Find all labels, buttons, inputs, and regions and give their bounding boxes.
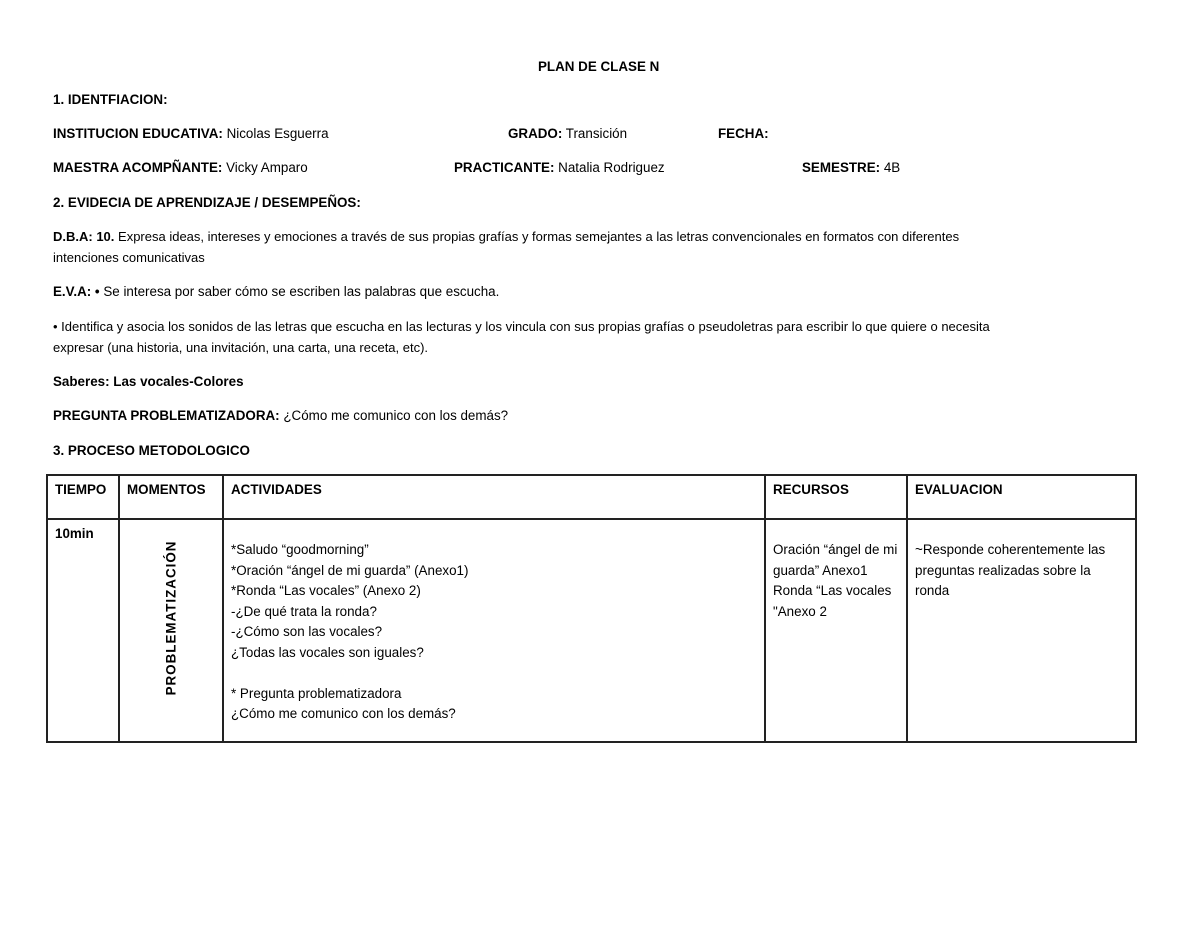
pregunta-problematizadora: PREGUNTA PROBLEMATIZADORA: ¿Cómo me comunico con los demás? — [53, 408, 509, 423]
cell-recursos: Oración “ángel de mi guarda” Anexo1 Ronda “Las vocales "Anexo 2 — [765, 519, 907, 742]
header-tiempo: TIEMPO — [47, 475, 119, 519]
actividad-line: * Pregunta problematizadora — [231, 685, 402, 701]
actividad-line: -¿De qué trata la ronda? — [231, 603, 377, 619]
fecha: FECHA: — [718, 126, 769, 141]
semestre: SEMESTRE: 4B — [802, 160, 901, 175]
practicante: PRACTICANTE: Natalia Rodriguez — [454, 160, 665, 175]
maestra: MAESTRA ACOMPÑANTE: Vicky Amparo — [53, 160, 308, 175]
header-momentos: MOMENTOS — [119, 475, 223, 519]
actividad-line — [231, 663, 757, 684]
actividad-line: *Saludo “goodmorning” — [231, 542, 369, 557]
actividad-line: *Ronda “Las vocales” (Anexo 2) — [231, 583, 421, 598]
eva-bullet-2: • Identifica y asocia los sonidos de las letras que escucha en las lecturas y los vincula con sus propias grafías o pseudoletras para escribir lo que quiere o necesita — [53, 319, 990, 334]
actividad-line: ¿Todas las vocales son iguales? — [231, 644, 424, 660]
dba-cont: intenciones comunicativas — [53, 250, 205, 265]
table-header-row — [47, 475, 1136, 519]
actividad-line: *Oración “ángel de mi guarda” (Anexo1) — [231, 562, 469, 578]
eva: E.V.A: • Se interesa por saber cómo se escriben las palabras que escucha. — [53, 284, 500, 299]
header-evaluacion: EVALUACION — [907, 475, 1136, 519]
proceso-table — [46, 474, 1137, 743]
momento-vertical-label: PROBLEMATIZACIÓN — [163, 540, 179, 696]
section-evidencia: 2. EVIDECIA DE APRENDIZAJE / DESEMPEÑOS: — [53, 195, 361, 210]
cell-evaluacion: ~Responde coherentemente las preguntas realizadas sobre la ronda — [907, 519, 1136, 742]
section-identificacion: 1. IDENTFIACION: — [53, 92, 168, 107]
header-actividades: ACTIVIDADES — [223, 475, 765, 519]
grado: GRADO: Transición — [508, 126, 628, 141]
header-recursos: RECURSOS — [765, 475, 907, 519]
table-row — [47, 519, 1136, 742]
actividad-line: ¿Cómo me comunico con los demás? — [231, 706, 456, 721]
section-proceso: 3. PROCESO METODOLOGICO — [53, 443, 250, 458]
actividad-line: -¿Cómo son las vocales? — [231, 624, 383, 639]
page-title: PLAN DE CLASE N — [538, 59, 660, 74]
saberes: Saberes: Las vocales-Colores — [53, 374, 244, 389]
cell-actividades — [223, 519, 765, 742]
dba: D.B.A: 10. Expresa ideas, intereses y emociones a través de sus propias grafías y formas semejantes a las letras convencionales en formatos con diferentes — [53, 229, 960, 244]
eva-bullet-2-cont: expresar (una historia, una invitación, una carta, una receta, etc). — [53, 340, 429, 355]
cell-tiempo: 10min — [47, 519, 119, 742]
institucion: INSTITUCION EDUCATIVA: Nicolas Esguerra — [53, 126, 329, 141]
